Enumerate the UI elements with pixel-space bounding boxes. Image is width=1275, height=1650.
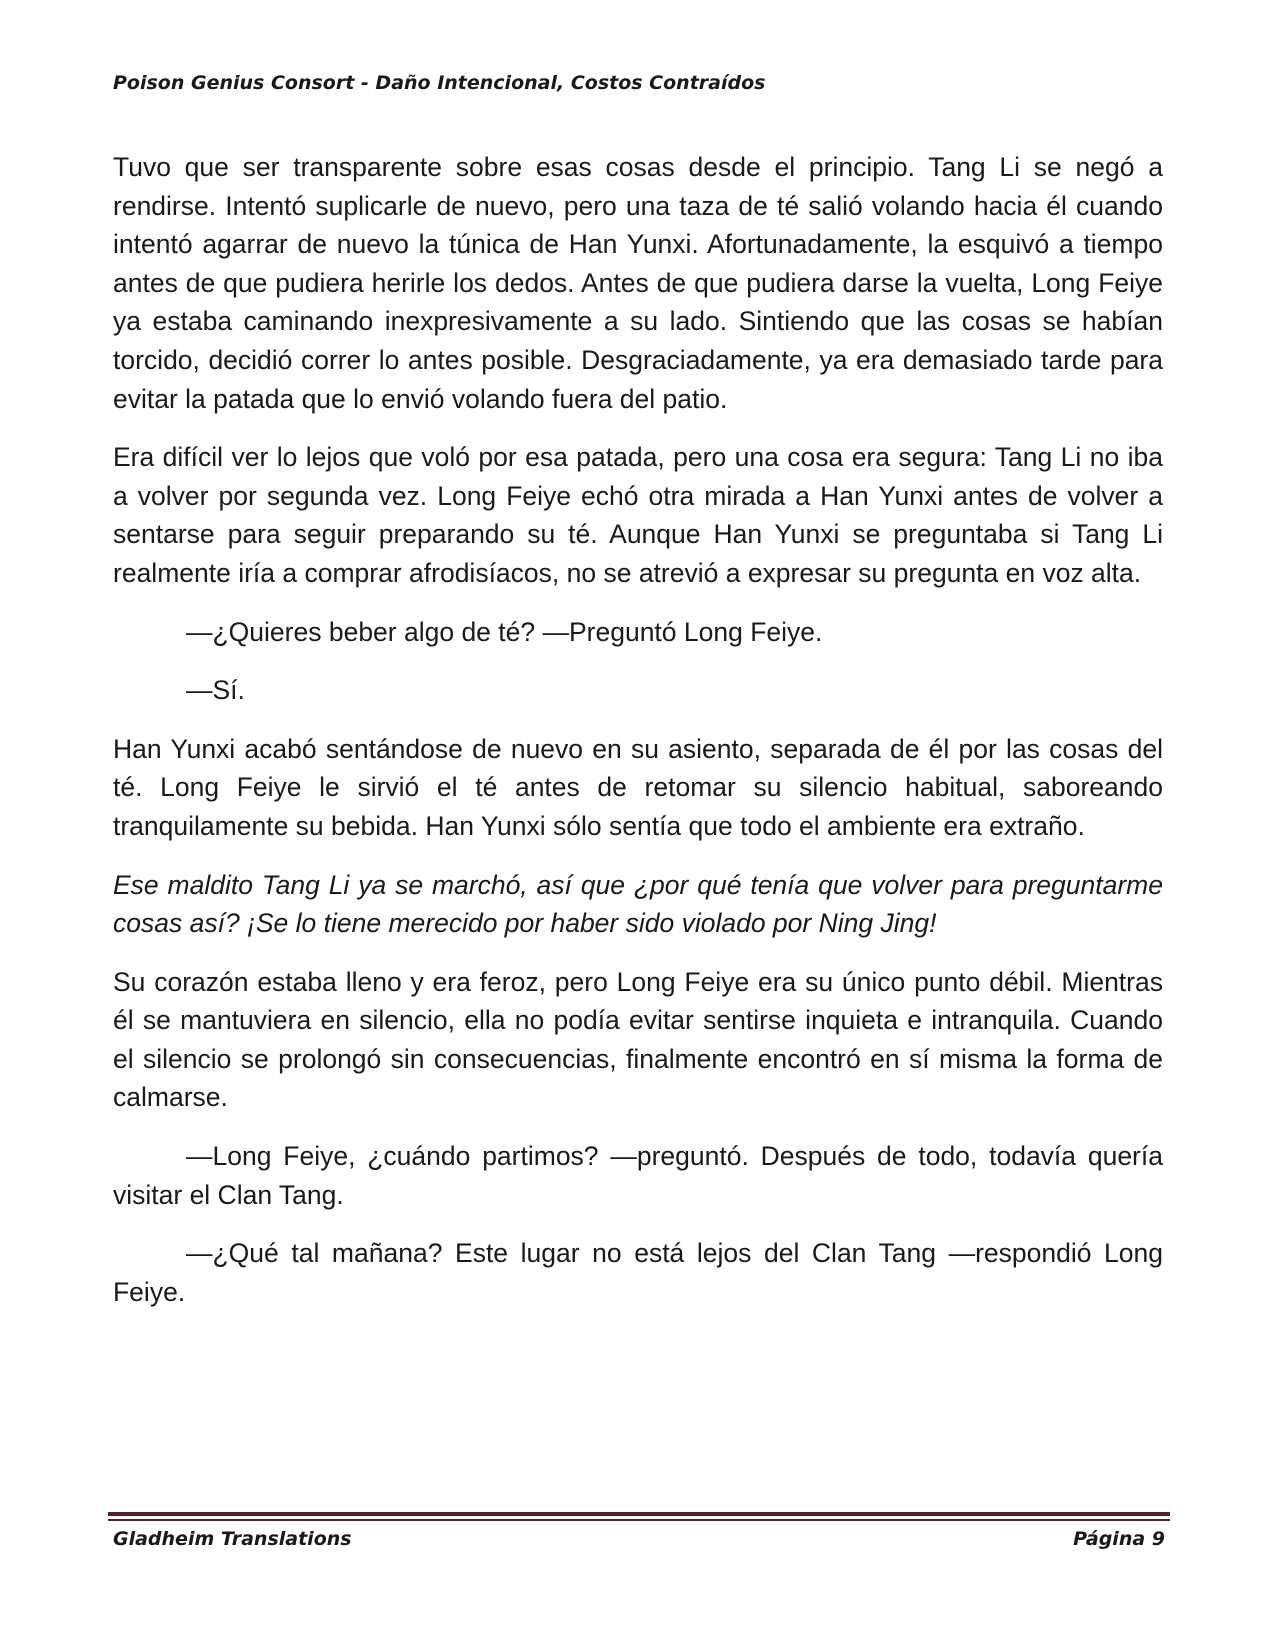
paragraph: Su corazón estaba lleno y era feroz, pero Long Feiye era su único punto débil. Mientras él se mantuviera en silencio, ella no podía evitar sentirse inquieta e intranquila. Cuando el silencio se prolongó sin consecuencias, finalmente encontró en sí misma la forma de calmarse. xyxy=(113,966,1163,1113)
paragraph: Han Yunxi acabó sentándose de nuevo en su asiento, separada de él por las cosas del té. Long Feiye le sirvió el té antes de retomar su silencio habitual, saboreando tranquilamente su bebida. Han Yunxi sólo sentía que todo el ambiente era extraño. xyxy=(113,733,1163,841)
page-header-title: Poison Genius Consort - Daño Intencional, Costos Contraídos xyxy=(113,72,766,94)
paragraph: Tuvo que ser transparente sobre esas cosas desde el principio. Tang Li se negó a rendirse. Intentó suplicarle de nuevo, pero una taza de té salió volando hacia él cuando intentó agarrar de nuevo la túnica de Han Yunxi. Afortunadamente, la esquivó a tiempo antes de que pudiera herirle los dedos. Antes de que pudiera darse la vuelta, Long Feiye ya estaba caminando inexpresivamente a su lado. Sintiendo que las cosas se habían torcido, decidió correr lo antes posible. Desgraciadamente, ya era demasiado tarde para evitar la patada que lo envió volando fuera del patio. xyxy=(113,152,1163,414)
thought-paragraph: Ese maldito Tang Li ya se marchó, así que ¿por qué tenía que volver para preguntarme cosas así? ¡Se lo tiene merecido por haber sido violado por Ning Jing! xyxy=(113,869,1163,939)
footer-divider-thin xyxy=(108,1519,1170,1521)
body-text xyxy=(113,148,1163,1331)
page-number: Página 9 xyxy=(1073,1528,1165,1550)
footer-divider-thick xyxy=(108,1512,1170,1516)
dialogue-paragraph: —Sí. xyxy=(186,675,245,706)
paragraph: Era difícil ver lo lejos que voló por esa patada, pero una cosa era segura: Tang Li no iba a volver por segunda vez. Long Feiye echó otra mirada a Han Yunxi antes de volver a sentarse para seguir preparando su té. Aunque Han Yunxi se preguntaba si Tang Li realmente iría a comprar afrodisíacos, no se atrevió a expresar su pregunta en voz alta. xyxy=(113,442,1163,588)
footer-divider xyxy=(108,1512,1170,1522)
footer-translator: Gladheim Translations xyxy=(113,1528,352,1550)
dialogue-paragraph: —¿Qué tal mañana? Este lugar no está lejos del Clan Tang —respondió Long Feiye. xyxy=(113,1238,1163,1307)
dialogue-paragraph: —¿Quieres beber algo de té? —Preguntó Long Feiye. xyxy=(186,616,823,647)
dialogue-paragraph: —Long Feiye, ¿cuándo partimos? —preguntó. Después de todo, todavía quería visitar el Clan Tang. xyxy=(113,1141,1163,1210)
